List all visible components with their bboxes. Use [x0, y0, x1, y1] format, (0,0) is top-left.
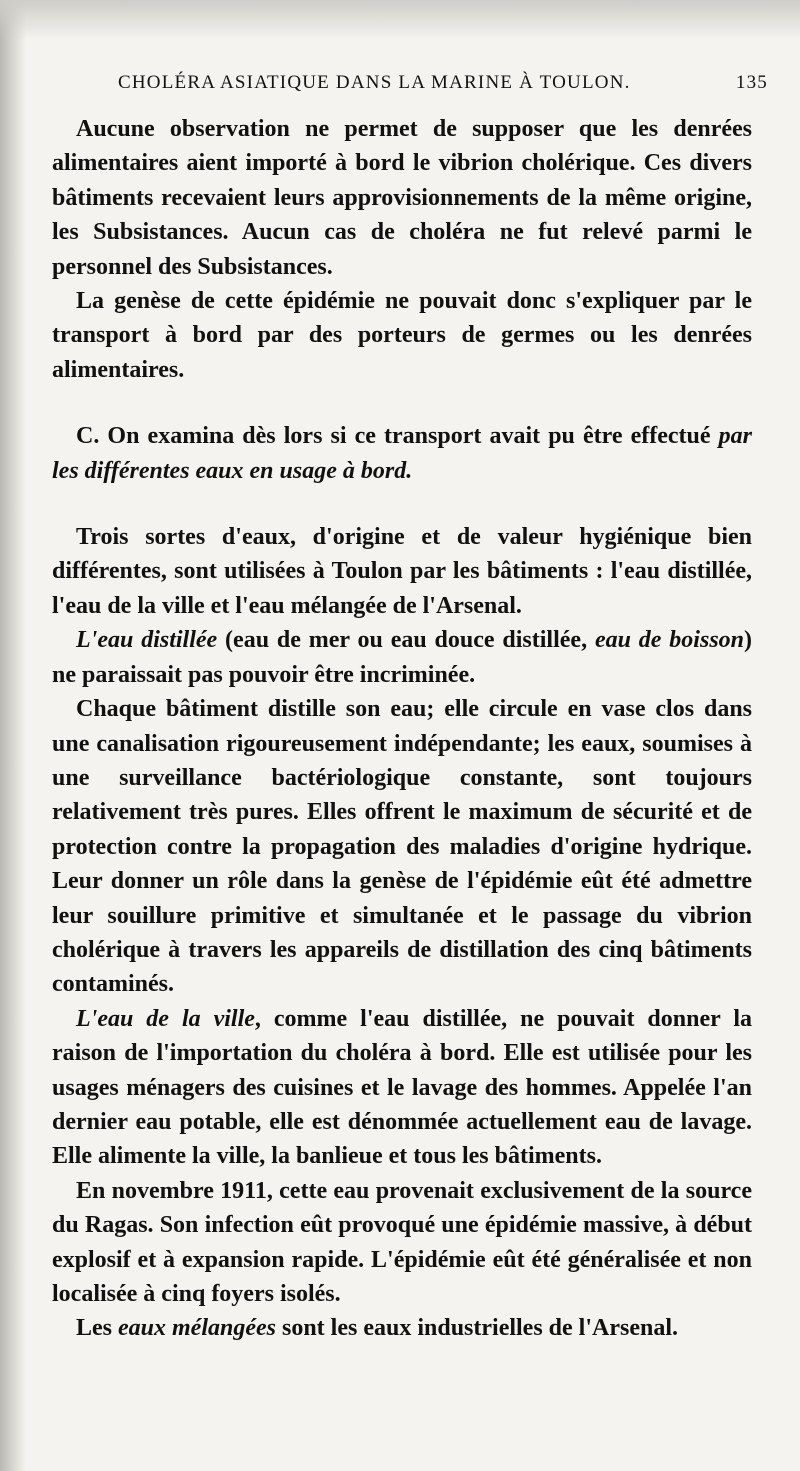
paragraph-text: Trois sortes d'eaux, d'origine et de valeur hygiénique bien différentes, sont utilisées à Toulon par les bâtiments : l'eau distillée, l'eau de la ville et l'eau mélangée de l'Arsenal. — [52, 524, 752, 619]
paragraph-text: Les — [76, 1315, 118, 1342]
paragraph-text: C. On examina dès lors si ce transport avait pu être effectué — [76, 423, 711, 450]
running-header — [118, 72, 768, 102]
section-c-paragraph — [52, 419, 752, 488]
paragraph — [52, 1311, 752, 1345]
paragraph — [52, 692, 752, 1002]
paragraph-text: sont les eaux industrielles de l'Arsenal. — [275, 1315, 678, 1342]
paragraph-text: Chaque bâtiment distille son eau; elle circule en vase clos dans une canalisation rigoureusement indépendante; les eaux, soumises à une surveillance bactériologique constante, sont toujours relativement très pures. Elles offrent le maximum de sécurité et de protection contre la propagation des maladies d'origine hydrique. Leur donner un rôle dans la genèse de l'épidémie eût été admettre leur souillure primitive et simultanée et le passage du vibrion cholérique à travers les appareils de distillation des cinq bâtiments contaminés. — [52, 696, 752, 998]
paragraph-text: , comme l'eau distillée, ne pouvait donner la raison de l'importation du choléra à bord. Elle est utilisée pour les usages ménagers des cuisines et le lavage des hommes. Appelée l'an dernier eau potable, elle est dénommée actuellement eau de lavage. Elle alimente la ville, la banlieue et tous les bâtiments. — [52, 1005, 752, 1170]
running-title: CHOLÉRA ASIATIQUE DANS LA MARINE À TOULON. — [118, 72, 631, 93]
paragraph — [52, 520, 752, 623]
page-edge-shadow — [0, 0, 26, 1471]
paragraph-text: Aucune observation ne permet de supposer que les denrées alimentaires aient importé à bord le vibrion cholérique. Ces divers bâtiments recevaient leurs approvisionnements de la même origine, les Subsistances. Aucun cas de choléra ne fut relevé parmi le personnel des Subsistances. — [52, 116, 752, 280]
italic-phrase: eaux mélangées — [118, 1315, 276, 1342]
italic-phrase: par les différentes eaux en usage à bord. — [52, 423, 753, 484]
body-text — [52, 112, 752, 1346]
italic-phrase: eau de boisson — [594, 627, 745, 654]
paragraph — [52, 1002, 752, 1174]
paragraph — [52, 1174, 752, 1312]
paragraph-text: (eau de mer ou eau douce distillée, — [217, 627, 595, 654]
page-number: 135 — [735, 72, 768, 93]
paragraph-text: La genèse de cette épidémie ne pouvait donc s'expliquer par le transport à bord par des porteurs de germes ou les denrées alimentaires. — [52, 288, 752, 383]
italic-phrase: L'eau de la ville — [76, 1005, 255, 1032]
paragraph-text: En novembre 1911, cette eau provenait exclusivement de la source du Ragas. Son infection eût provoqué une épidémie massive, à début explosif et à expansion rapide. L'épidémie eût été généralisée et non localisée à cinq foyers isolés. — [52, 1177, 752, 1307]
paragraph-text: ) ne paraissait pas pouvoir être incriminée. — [52, 627, 753, 688]
italic-phrase: L'eau distillée — [76, 627, 218, 654]
paragraph — [52, 112, 752, 284]
page-top-shadow — [0, 0, 800, 40]
paragraph — [52, 623, 752, 692]
paragraph — [52, 284, 752, 387]
